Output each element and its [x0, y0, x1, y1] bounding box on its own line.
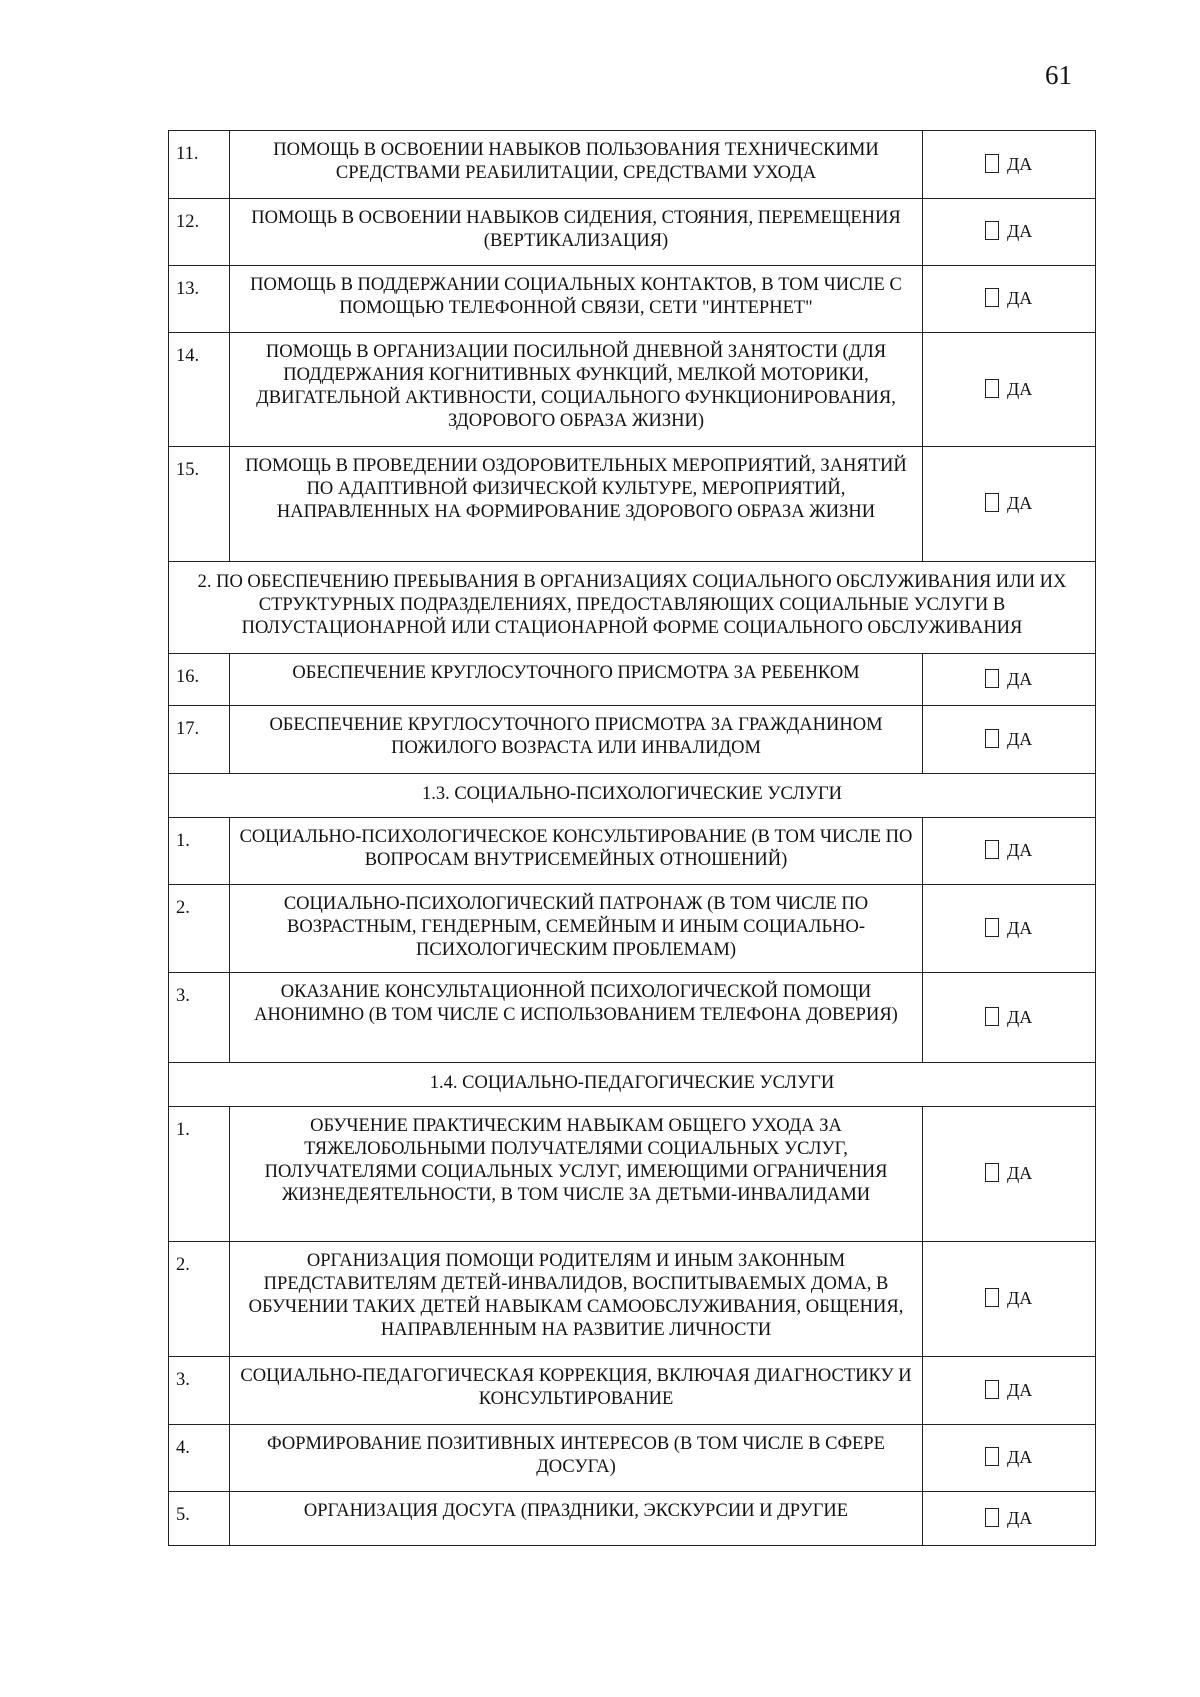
checkbox[interactable] [985, 1007, 999, 1026]
service-name: СОЦИАЛЬНО-ПСИХОЛОГИЧЕСКИЙ ПАТРОНАЖ (В ТОМ ЧИСЛЕ ПО ВОЗРАСТНЫМ, ГЕНДЕРНЫМ, СЕМЕЙНЫМ И ИНЫМ СОЦИАЛЬНО-ПСИХОЛОГИЧЕСКИМ ПРОБЛЕМАМ) [230, 885, 923, 973]
answer-label: ДА [1007, 917, 1033, 938]
answer-label: ДА [1007, 1288, 1033, 1308]
answer-label: ДА [1007, 728, 1033, 749]
checkbox[interactable] [985, 669, 999, 688]
table-row [169, 654, 1096, 706]
section-title: 2. ПО ОБЕСПЕЧЕНИЮ ПРЕБЫВАНИЯ В ОРГАНИЗАЦИЯХ СОЦИАЛЬНОГО ОБСЛУЖИВАНИЯ ИЛИ ИХ СТРУКТУРНЫХ ПОДРАЗДЕЛЕНИЯХ, ПРЕДОСТАВЛЯЮЩИХ СОЦИАЛЬНЫЕ УСЛУГИ В ПОЛУСТАЦИОНАРНОЙ ИЛИ СТАЦИОНАРНОЙ ФОРМЕ СОЦИАЛЬНОГО ОБСЛУЖИВАНИЯ [169, 562, 1096, 654]
answer-label: ДА [1007, 1163, 1033, 1183]
service-name: ОРГАНИЗАЦИЯ ДОСУГА (ПРАЗДНИКИ, ЭКСКУРСИИ И ДРУГИЕ [230, 1492, 923, 1546]
answer-cell [923, 199, 1096, 266]
item-number: 3. [169, 1357, 230, 1425]
answer-cell [923, 1492, 1096, 1546]
service-name: СОЦИАЛЬНО-ПЕДАГОГИЧЕСКАЯ КОРРЕКЦИЯ, ВКЛЮЧАЯ ДИАГНОСТИКУ И КОНСУЛЬТИРОВАНИЕ [230, 1357, 923, 1425]
page-number: 61 [1045, 60, 1072, 90]
section-header-row [169, 562, 1096, 654]
service-name: ОБУЧЕНИЕ ПРАКТИЧЕСКИМ НАВЫКАМ ОБЩЕГО УХОДА ЗА ТЯЖЕЛОБОЛЬНЫМИ ПОЛУЧАТЕЛЯМИ СОЦИАЛЬНЫХ УСЛУГ, ПОЛУЧАТЕЛЯМИ СОЦИАЛЬНЫХ УСЛУГ, ИМЕЮЩИМИ ОГРАНИЧЕНИЯ ЖИЗНЕДЕЯТЕЛЬНОСТИ, В ТОМ ЧИСЛЕ ЗА ДЕТЬМИ-ИНВАЛИДАМИ [230, 1107, 923, 1242]
answer-label: ДА [1007, 668, 1033, 689]
checkbox[interactable] [985, 840, 999, 859]
section-title: 1.4. СОЦИАЛЬНО-ПЕДАГОГИЧЕСКИЕ УСЛУГИ [169, 1063, 1096, 1107]
checkbox[interactable] [985, 1508, 999, 1527]
answer-label: ДА [1007, 288, 1033, 308]
checkbox[interactable] [985, 288, 999, 307]
answer-label: ДА [1007, 840, 1033, 860]
answer-cell [923, 1242, 1096, 1357]
item-number: 1. [169, 818, 230, 885]
item-number: 11. [169, 131, 230, 199]
checkbox[interactable] [985, 1447, 999, 1466]
checkbox[interactable] [985, 379, 999, 398]
answer-cell [923, 266, 1096, 333]
service-name: ОБЕСПЕЧЕНИЕ КРУГЛОСУТОЧНОГО ПРИСМОТРА ЗА РЕБЕНКОМ [230, 654, 923, 706]
table-row [169, 333, 1096, 447]
checkbox[interactable] [985, 1380, 999, 1399]
service-name: ПОМОЩЬ В ПРОВЕДЕНИИ ОЗДОРОВИТЕЛЬНЫХ МЕРОПРИЯТИЙ, ЗАНЯТИЙ ПО АДАПТИВНОЙ ФИЗИЧЕСКОЙ КУЛЬТУРЕ, МЕРОПРИЯТИЙ, НАПРАВЛЕННЫХ НА ФОРМИРОВАНИЕ ЗДОРОВОГО ОБРАЗА ЖИЗНИ [230, 447, 923, 562]
table-row [169, 131, 1096, 199]
item-number: 4. [169, 1425, 230, 1492]
service-name: ПОМОЩЬ В ОСВОЕНИИ НАВЫКОВ ПОЛЬЗОВАНИЯ ТЕХНИЧЕСКИМИ СРЕДСТВАМИ РЕАБИЛИТАЦИИ, СРЕДСТВАМИ УХОДА [230, 131, 923, 199]
table-row [169, 266, 1096, 333]
checkbox[interactable] [985, 1163, 999, 1182]
service-name: ПОМОЩЬ В ОСВОЕНИИ НАВЫКОВ СИДЕНИЯ, СТОЯНИЯ, ПЕРЕМЕЩЕНИЯ (ВЕРТИКАЛИЗАЦИЯ) [230, 199, 923, 266]
answer-cell [923, 131, 1096, 199]
checkbox[interactable] [985, 1288, 999, 1307]
item-number: 17. [169, 706, 230, 774]
answer-label: ДА [1007, 153, 1033, 174]
answer-label: ДА [1007, 1006, 1033, 1027]
item-number: 1. [169, 1107, 230, 1242]
answer-cell [923, 654, 1096, 706]
table-row [169, 1357, 1096, 1425]
answer-cell [923, 1357, 1096, 1425]
answer-label: ДА [1007, 1447, 1033, 1467]
section-title: 1.3. СОЦИАЛЬНО-ПСИХОЛОГИЧЕСКИЕ УСЛУГИ [169, 774, 1096, 818]
item-number: 3. [169, 973, 230, 1063]
item-number: 12. [169, 199, 230, 266]
answer-cell [923, 973, 1096, 1063]
table-row [169, 1107, 1096, 1242]
service-name: ПОМОЩЬ В ПОДДЕРЖАНИИ СОЦИАЛЬНЫХ КОНТАКТОВ, В ТОМ ЧИСЛЕ С ПОМОЩЬЮ ТЕЛЕФОННОЙ СВЯЗИ, СЕТИ "ИНТЕРНЕТ" [230, 266, 923, 333]
item-number: 15. [169, 447, 230, 562]
table-row [169, 1242, 1096, 1357]
answer-cell [923, 333, 1096, 447]
checkbox[interactable] [985, 729, 999, 748]
answer-cell [923, 1425, 1096, 1492]
service-name: ОКАЗАНИЕ КОНСУЛЬТАЦИОННОЙ ПСИХОЛОГИЧЕСКОЙ ПОМОЩИ АНОНИМНО (В ТОМ ЧИСЛЕ С ИСПОЛЬЗОВАНИЕМ ТЕЛЕФОНА ДОВЕРИЯ) [230, 973, 923, 1063]
answer-cell [923, 1107, 1096, 1242]
answer-cell [923, 818, 1096, 885]
table-row [169, 973, 1096, 1063]
table-row [169, 199, 1096, 266]
item-number: 2. [169, 885, 230, 973]
service-name: СОЦИАЛЬНО-ПСИХОЛОГИЧЕСКОЕ КОНСУЛЬТИРОВАНИЕ (В ТОМ ЧИСЛЕ ПО ВОПРОСАМ ВНУТРИСЕМЕЙНЫХ ОТНОШЕНИЙ) [230, 818, 923, 885]
service-name: ОРГАНИЗАЦИЯ ПОМОЩИ РОДИТЕЛЯМ И ИНЫМ ЗАКОННЫМ ПРЕДСТАВИТЕЛЯМ ДЕТЕЙ-ИНВАЛИДОВ, ВОСПИТЫВАЕМЫХ ДОМА, В ОБУЧЕНИИ ТАКИХ ДЕТЕЙ НАВЫКАМ САМООБСЛУЖИВАНИЯ, ОБЩЕНИЯ, НАПРАВЛЕННЫМ НА РАЗВИТИЕ ЛИЧНОСТИ [230, 1242, 923, 1357]
answer-cell [923, 447, 1096, 562]
answer-label: ДА [1007, 1507, 1033, 1528]
service-name: ФОРМИРОВАНИЕ ПОЗИТИВНЫХ ИНТЕРЕСОВ (В ТОМ ЧИСЛЕ В СФЕРЕ ДОСУГА) [230, 1425, 923, 1492]
item-number: 14. [169, 333, 230, 447]
table-row [169, 818, 1096, 885]
table-row [169, 447, 1096, 562]
services-table [168, 130, 1096, 1546]
checkbox[interactable] [985, 221, 999, 240]
table-row [169, 1425, 1096, 1492]
answer-label: ДА [1007, 221, 1033, 241]
section-header-row [169, 774, 1096, 818]
table-row [169, 706, 1096, 774]
service-name: ОБЕСПЕЧЕНИЕ КРУГЛОСУТОЧНОГО ПРИСМОТРА ЗА ГРАЖДАНИНОМ ПОЖИЛОГО ВОЗРАСТА ИЛИ ИНВАЛИДОМ [230, 706, 923, 774]
answer-label: ДА [1007, 1379, 1033, 1400]
item-number: 13. [169, 266, 230, 333]
checkbox[interactable] [985, 918, 999, 937]
answer-cell [923, 885, 1096, 973]
table-row [169, 885, 1096, 973]
item-number: 2. [169, 1242, 230, 1357]
table-row [169, 1492, 1096, 1546]
section-header-row [169, 1063, 1096, 1107]
checkbox[interactable] [985, 154, 999, 173]
answer-label: ДА [1007, 378, 1033, 399]
answer-label: ДА [1007, 493, 1033, 513]
checkbox[interactable] [985, 493, 999, 512]
item-number: 16. [169, 654, 230, 706]
service-name: ПОМОЩЬ В ОРГАНИЗАЦИИ ПОСИЛЬНОЙ ДНЕВНОЙ ЗАНЯТОСТИ (ДЛЯ ПОДДЕРЖАНИЯ КОГНИТИВНЫХ ФУНКЦИЙ, МЕЛКОЙ МОТОРИКИ, ДВИГАТЕЛЬНОЙ АКТИВНОСТИ, СОЦИАЛЬНОГО ФУНКЦИОНИРОВАНИЯ, ЗДОРОВОГО ОБРАЗА ЖИЗНИ) [230, 333, 923, 447]
item-number: 5. [169, 1492, 230, 1546]
answer-cell [923, 706, 1096, 774]
